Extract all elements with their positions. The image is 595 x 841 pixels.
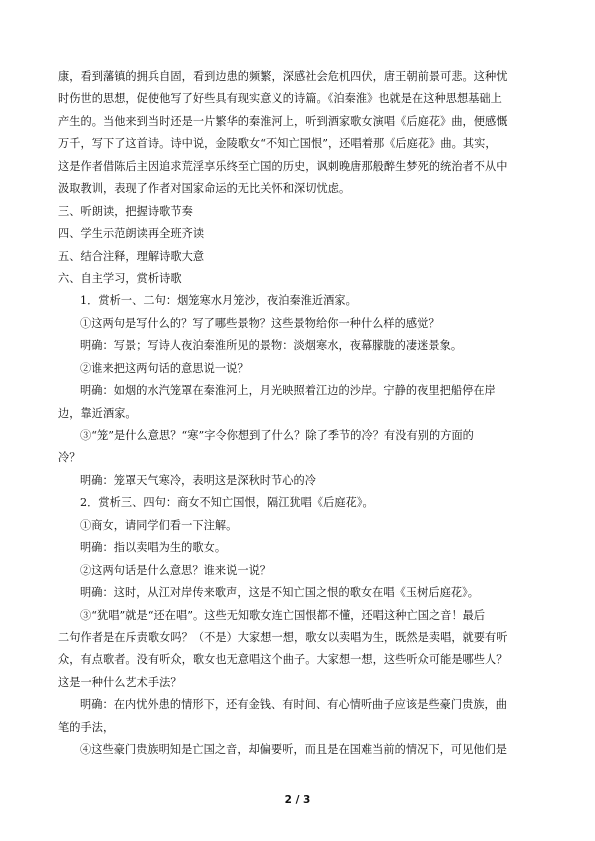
text-line: 冷？ bbox=[58, 451, 81, 465]
text-line: 康，看到藩镇的拥兵自固，看到边患的频繁，深感社会危机四伏，唐王朝前景可悲。这种忧 bbox=[58, 70, 508, 83]
text-line: 时伤世的思想，促使他写了好些具有现实意义的诗篇。《泊秦淮》也就是在这种思想基础上 bbox=[58, 92, 502, 106]
document-body bbox=[58, 66, 536, 762]
text-line: 这是一种什么艺术手法？ bbox=[58, 675, 182, 689]
text-line: 明确：这时，从江对岸传来歌声，这是不知亡国之恨的歌女在唱《玉树后庭花》。 bbox=[80, 586, 479, 600]
text-line: 笔的手法， bbox=[58, 720, 115, 734]
text-line: 五、结合注释，理解诗歌大意 bbox=[58, 249, 205, 263]
text-line: ②这两句话是什么意思？谁来说一说？ bbox=[80, 563, 272, 577]
text-line: 二句作者是在斥责歌女吗？（不是）大家想一想，歌女以卖唱为生，既然是卖唱，就要有听 bbox=[58, 630, 508, 644]
text-line: 这是作者借陈后主因追求荒淫享乐终至亡国的历史，讽刺晚唐那般醉生梦死的统治者不从中 bbox=[58, 159, 508, 173]
text-line: 产生的。当他来到当时还是一片繁华的秦淮河上，听到酒家歌女演唱《后庭花》曲，便感慨 bbox=[58, 114, 508, 128]
text-line: ③“犹唱”就是“还在唱”。这些无知歌女连亡国恨都不懂，还唱这种亡国之音！最后 bbox=[80, 608, 486, 622]
text-line: 明确：如烟的水汽笼罩在秦淮河上，月光映照着江边的沙岸。宁静的夜里把船停在岸 bbox=[80, 384, 496, 398]
text-line: 六、自主学习，赏析诗歌 bbox=[58, 271, 182, 285]
text-line: ①这两句是写什么的？写了哪些景物？这些景物给你一种什么样的感觉？ bbox=[80, 316, 440, 330]
page-number: 2 / 3 bbox=[284, 794, 311, 806]
text-line: 众，有点歌者。没有听众，歌女也无意唱这个曲子。大家想一想，这些听众可能是哪些人？ bbox=[58, 653, 508, 667]
text-line: 2．赏析三、四句：商女不知亡国恨，隔江犹唱《后庭花》。 bbox=[80, 496, 374, 510]
text-line: ④这些豪门贵族明知是亡国之音，却偏要听，而且是在国难当前的情况下，可见他们是 bbox=[80, 743, 508, 757]
text-line: ③“笼”是什么意思？“寒”字令你想到了什么？除了季节的冷？有没有别的方面的 bbox=[80, 429, 474, 442]
text-line: 明确：写景；写诗人夜泊秦淮所见的景物：淡烟寒水，夜幕朦胧的凄迷景象。 bbox=[80, 339, 463, 353]
text-line: 三、听朗读，把握诗歌节奏 bbox=[58, 204, 193, 218]
text-line: 1．赏析一、二句：烟笼寒水月笼沙，夜泊秦淮近酒家。 bbox=[80, 294, 357, 308]
text-line: ②谁来把这两句话的意思说一说？ bbox=[80, 361, 249, 375]
text-line: 万千，写下了这首诗。诗中说，金陵歌女“不知亡国恨”，还唱着那《后庭花》曲。其实， bbox=[58, 137, 497, 151]
text-line: ①商女，请同学们看一下注解。 bbox=[80, 518, 238, 532]
text-line: 明确：在内忧外患的情形下，还有金钱、有时间、有心情听曲子应该是些豪门贵族，曲 bbox=[80, 698, 508, 712]
text-line: 边，靠近酒家。 bbox=[58, 406, 137, 420]
text-line: 明确：指以卖唱为生的歌女。 bbox=[80, 541, 227, 555]
text-line: 明确：笼罩天气寒冷，表明这是深秋时节心的冷 bbox=[80, 473, 316, 487]
text-line: 汲取教训，表现了作者对国家命运的无比关怀和深切忧虑。 bbox=[58, 182, 351, 196]
text-line: 四、学生示范朗读再全班齐读 bbox=[58, 227, 205, 241]
